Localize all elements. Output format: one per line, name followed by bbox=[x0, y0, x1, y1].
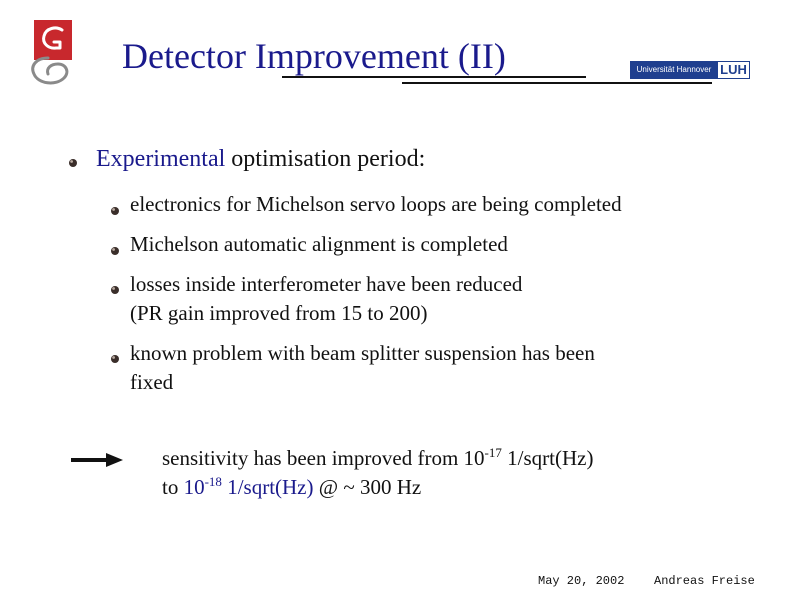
bullet-icon bbox=[110, 246, 120, 256]
arrow-right-icon bbox=[70, 451, 124, 469]
result-line2-prefix: to bbox=[162, 475, 184, 499]
section-heading bbox=[96, 147, 425, 171]
page-title: Detector Improvement (II) bbox=[122, 36, 506, 76]
list-item-line: (PR gain improved from 15 to 200) bbox=[130, 301, 428, 325]
title-underline-secondary bbox=[402, 82, 712, 84]
bullet-icon bbox=[110, 206, 120, 216]
bullet-icon bbox=[110, 354, 120, 364]
list-item: Michelson automatic alignment is completed bbox=[130, 232, 508, 256]
result-line1-suffix: 1/sqrt(Hz) bbox=[501, 446, 594, 470]
result-exponent: -17 bbox=[484, 445, 502, 460]
result-value bbox=[184, 475, 314, 499]
result-unit: 1/sqrt(Hz) bbox=[221, 475, 314, 499]
section-heading-word-2: optimisation period: bbox=[231, 146, 426, 172]
result-line-1 bbox=[162, 444, 593, 473]
footer-author: Andreas Freise bbox=[654, 574, 755, 588]
list-item bbox=[130, 270, 522, 328]
list-item-line: known problem with beam splitter suspension has been bbox=[130, 341, 595, 365]
university-mark: LUH bbox=[718, 61, 750, 79]
list-item: electronics for Michelson servo loops are being completed bbox=[130, 192, 622, 216]
geo-logo-icon bbox=[26, 18, 78, 90]
university-logo bbox=[630, 61, 750, 79]
university-name: Universität Hannover bbox=[630, 61, 718, 79]
result-statement bbox=[162, 444, 593, 502]
result-base: 10 bbox=[183, 475, 205, 499]
bullet-icon bbox=[110, 285, 120, 295]
title-underline bbox=[282, 76, 586, 78]
result-line-2 bbox=[162, 473, 593, 502]
section-heading-word-1: Experimental bbox=[96, 146, 226, 172]
list-item-line: losses inside interferometer have been reduced bbox=[130, 272, 523, 296]
result-exponent: -18 bbox=[204, 474, 222, 489]
list-item bbox=[130, 339, 595, 397]
list-item-line: fixed bbox=[130, 370, 174, 394]
result-line2-suffix: @ ~ 300 Hz bbox=[313, 475, 422, 499]
bullet-icon bbox=[68, 158, 78, 168]
footer-date: May 20, 2002 bbox=[538, 574, 625, 588]
result-line1-prefix: sensitivity has been improved from 10 bbox=[162, 446, 485, 470]
